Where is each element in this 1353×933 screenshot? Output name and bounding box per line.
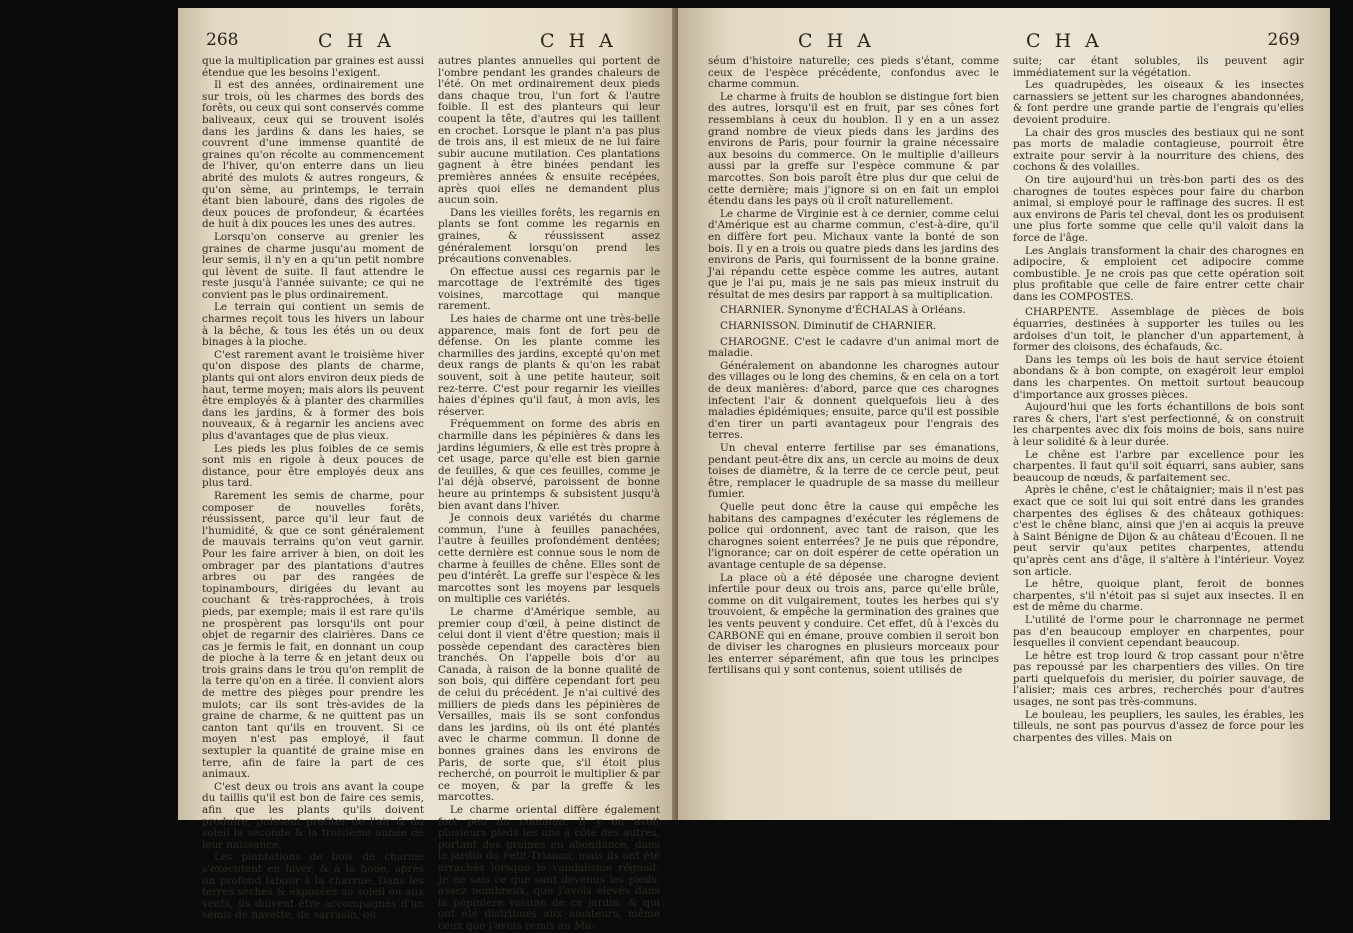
paragraph: séum d'histoire naturelle; ces pieds s'étant, comme ceux de l'espèce précédente, confondus avec le charme commun. <box>708 55 999 91</box>
right-head-word-2: C H A <box>1026 30 1103 52</box>
paragraph: Après le chêne, c'est le châtaignier; mais il n'est pas exact que ce soit lui qui soit entré dans les grandes charpentes des églises & des châteaux gothiques: c'est le chêne blanc, ainsi que j'en ai acquis la preuve à Saint Bénigne de Dijon & au château d'Écouen. Il ne peut servir qu'aux petites charpentes, attendu qu'après cent ans d'âge, il s'altère à l'intérieur. Voyez son article. <box>1013 484 1304 578</box>
paragraph: CHARNIER. Synonyme d'ÉCHALAS à Orléans. <box>720 304 966 317</box>
paragraph: Le chêne est l'arbre par excellence pour les charpentes. Il faut qu'il soit équarri, sans aubier, sans beaucoup de nœuds, & parfaitement sec. <box>1013 448 1304 484</box>
right-column-1 <box>708 56 999 796</box>
paragraph: C'est deux ou trois ans avant la coupe du taillis qu'il est bon de faire ces semis, afin que les plants qu'ils doivent produire, puissent profiter de l'air & du soleil la seconde & la troisième année de leur naissance. <box>202 780 424 851</box>
paragraph: L'utilité de l'orme pour le charronnage ne permet pas d'en beaucoup employer en charpentes, pour lesquelles il convient cependant beaucoup. <box>1013 613 1304 650</box>
left-page-number: 268 <box>206 30 239 50</box>
paragraph: suite; car étant solubles, ils peuvent agir immédiatement sur la végétation. <box>1013 55 1304 79</box>
paragraph: Dans les temps où les bois de haut service étoient abondans & à bon compte, on exagéroit leur emploi dans les charpentes. On mettoit surtout beaucoup d'importance aux grosses pièces. <box>1013 353 1304 401</box>
paragraph: Lorsqu'on conserve au grenier les graines de charme jusqu'au moment de leur semis, il n'y en a qu'un petit nombre qui lèvent de suite. Il faut attendre le reste jusqu'à l'année suivante; ce qui ne convient pas le plus ordinairement. <box>202 230 424 301</box>
paragraph: CHAROGNE. C'est le cadavre d'un animal mort de maladie. <box>708 335 999 360</box>
paragraph: La place où a été déposée une charogne devient infertile pour deux ou trois ans, parce qu'elle brûle, comme on dit vulgairement, toutes les herbes qui s'y trouvoient, & empêche la germination des graines que les vents peuvent y conduire. Cet effet, dû à l'excès du CARBONE qui en émane, prouve combien il seroit bon de diviser les charognes en plusieurs morceaux pour les enterrer séparément, afin que tous les principes fertilisans qui y sont contenus, soient utilisés de <box>708 571 999 677</box>
paragraph: Les quadrupèdes, les oiseaux & les insectes carnassiers se jettent sur les charognes abandonnées, & font perdre une grande partie de l'engrais qu'elles devoient produire. <box>1013 79 1304 126</box>
paragraph: que la multiplication par graines est aussi étendue que les besoins l'exigent. <box>202 55 424 79</box>
right-page-number: 269 <box>1267 30 1300 50</box>
left-column-2 <box>438 55 660 932</box>
left-page <box>178 8 676 932</box>
paragraph: Aujourd'hui que les forts échantillons de bois sont rares & chers, l'art s'est perfectionné, & on construit les charpentes avec dix fois moins de bois, sans nuire à leur solidité & à leur durée. <box>1013 401 1304 448</box>
paragraph: Les plantations de bois de charme s'exécutent en hiver, & à la houe, après un profond labour à la charrue. Dans les terres sèches & exposées au soleil ou aux vents, ils doivent être accompagnés d'un semis de navette, de sarrasin, ou <box>202 851 424 922</box>
open-book <box>178 8 1330 932</box>
paragraph: Un cheval enterre fertilise par ses émanations, pendant peut-être dix ans, un cercle au moins de deux toises de diamètre, & la terre de ce cercle peut, peut être, remplacer le quadruple de sa masse du meilleur fumier. <box>708 442 999 501</box>
left-running-head <box>178 30 676 54</box>
paragraph: On effectue aussi ces regarnis par le marcottage de l'extrémité des tiges voisines, marcottage qui manque rarement. <box>438 265 660 313</box>
paragraph: Le bouleau, les peupliers, les saules, les érables, les tilleuls, ne sont pas pourvus d'assez de force pour les charpentes des villes. Mais on <box>1013 708 1304 744</box>
paragraph: Le hêtre, quoique plant, feroit de bonnes charpentes, s'il n'étoit pas si sujet aux insectes. Il en est de même du charme. <box>1013 578 1304 614</box>
paragraph: Le charme d'Amérique semble, au premier coup d'œil, à peine distinct de celui dont il vient d'être question; mais il possède cependant des caractères bien tranchés. On l'appelle bois d'or au Canada, à raison de la bonne qualité de son bois, qui diffère cependant fort peu de celui du précédent. Je n'ai cultivé des milliers de pieds dans les pépinières de Versailles, mais ils se sont confondus dans les jardins, où ils ont été plantés avec le charme commun. Il donne de bonnes graines dans les environs de Paris, de sorte que, s'il étoit plus recherché, on pourroit le multiplier & par ce moyen, & par la greffe & les marcottes. <box>438 605 660 804</box>
paragraph: Le charme de Virginie est à ce dernier, comme celui d'Amérique est au charme commun, c'est-à-dire, qu'il en diffère fort peu. Michaux vante la bonté de son bois. Il y en a trois ou quatre pieds dans les jardins des environs de Paris, qui fournissent de la bonne graine. J'ai répandu cette espèce comme les autres, autant que je l'ai pu, mais je ne sais pas mieux instruit du résultat de mes desirs par rapport à sa multiplication. <box>708 207 999 301</box>
paragraph: autres plantes annuelles qui portent de l'ombre pendant les grandes chaleurs de l'été. On met ordinairement deux pieds dans chaque trou, l'un fort & l'autre foible. Il est des planteurs qui leur coupent la tête, d'autres qui les taillent en crochet. Lorsque le plant n'a pas plus de trois ans, il est mieux de ne lui faire subir aucune mutilation. Ces plantations gagnent à être binées pendant les premières années & ensuite recépées, après quoi elles ne demandent plus aucun soin. <box>438 55 660 207</box>
paragraph: CHARPENTE. Assemblage de pièces de bois équarries, destinées à supporter les tuiles ou les ardoises d'un toit, le plancher d'un appartement, à former des cloisons, des échafauds, &c. <box>1013 306 1304 354</box>
paragraph: On tire aujourd'hui un très-bon parti des os des charognes de toutes espèces pour faire du charbon animal, si employé pour le raffinage des sucres. Il est aux environs de Paris tel cheval, dont les os produisent une plus forte somme que celle qu'il valoit dans la force de l'âge. <box>1013 173 1304 244</box>
paragraph: Les pieds les plus foibles de ce semis sont mis en rigole à deux pouces de distance, pour être employés deux ans plus tard. <box>202 442 424 490</box>
paragraph: Quelle peut donc être la cause qui empêche les habitans des campagnes d'exécuter les réglemens de police qui ordonnent, avec tant de raison, que les charognes soient enterrées? Je ne puis que répondre, l'ignorance; car on doit espérer de cette opération un avantage centuple de sa dépense. <box>708 500 999 571</box>
right-page <box>678 8 1330 820</box>
paragraph: Généralement on abandonne les charognes autour des villages ou le long des chemins, & en cela on a tort de deux manières: d'abord, parce que ces charognes infectent l'air & donnent quelquefois lieu à des maladies épidémiques; ensuite, parce qu'il est possible d'en tirer un parti avantageux pour l'engrais des terres. <box>708 359 999 442</box>
right-running-head <box>678 30 1330 54</box>
paragraph: Dans les vieilles forêts, les regarnis en plants se font comme les regarnis en graines, & réussissent assez généralement lorsqu'on prend les précautions convenables. <box>438 206 660 266</box>
paragraph: C'est rarement avant le troisième hiver qu'on dispose des plants de charme, plants qui ont alors environ deux pieds de haut, terme moyen; mais alors ils peuvent être employés & à planter des charmilles dans les jardins, & à former des bois nouveaux, & à regarnir les anciens avec plus d'avantages que de plus vieux. <box>202 348 424 442</box>
left-head-word-2: C H A <box>540 30 617 52</box>
paragraph: CHARNISSON. Diminutif de CHARNIER. <box>720 320 937 333</box>
paragraph: Les haies de charme ont une très-belle apparence, mais font de fort peu de défense. On les plante comme les charmilles des jardins, excepté qu'on met deux rangs de plants & qu'on les rabat souvent, soit à une petite hauteur, soit rez-terre. C'est pour regarnir les vieilles haies d'épines qu'il faut, à mon avis, les réserver. <box>438 313 660 418</box>
paragraph: La chair des gros muscles des bestiaux qui ne sont pas morts de maladie contagieuse, pourroit être extraite pour servir à la nourriture des chiens, des cochons & des volailles. <box>1013 126 1304 174</box>
left-column-1 <box>202 55 424 922</box>
paragraph: Je connois deux variétés du charme commun, l'une à feuilles panachées, l'autre à feuilles profondément dentées; cette dernière est connue sous le nom de charme à feuilles de chêne. Elles sont de peu d'intérêt. La greffe sur l'espèce & les marcottes sont les moyens par lesquels on multiplie ces variétés. <box>438 512 660 606</box>
paragraph: Il est des années, ordinairement une sur trois, où les charmes des bords des forêts, ou ceux qui sont conservés comme baliveaux, ceux qui se trouvent isolés dans les jardins & dans les haies, se couvrent d'une immense quantité de graines qu'on récolte au commencement de l'hiver, qu'on enterre dans un lieu abrité des mulots & autres rongeurs, & qu'on sème, au printemps, le terrain étant bien labouré, dans des rigoles de deux pouces de profondeur, & écartées de huit à dix pouces les unes des autres. <box>202 79 424 231</box>
paragraph: Le charme à fruits de houblon se distingue fort bien des autres, lorsqu'il est en fruit, par ses cônes fort ressemblans à ceux du houblon. Il y en a un assez grand nombre de vieux pieds dans les jardins des environs de Paris, pour fournir la graine nécessaire aux besoins du commerce. On le multiplie d'ailleurs aussi par la greffe sur l'espèce commune & par marcottes. Son bois paroît être plus dur que celui de cette dernière; mais j'ignore si on en fait un emploi étendu dans les pays où il croît naturellement. <box>708 90 999 208</box>
paragraph: Rarement les semis de charme, pour composer de nouvelles forêts, réussissent, parce qu'il leur faut de l'humidité, & que ce sont généralement de mauvais terrains qu'on veut garnir. Pour les faire arriver à bien, on doit les ombrager par des plantations d'autres arbres ou par des rangées de topinambours, dirigées du levant au couchant & très-rapprochées, à trois pieds, par exemple; mais il est rare qu'ils ne prospèrent pas lorsqu'ils ont pour objet de regarnir des clairières. Dans ce cas je fermis le fait, en donnant un coup de pioche à la terre & en jetant deux ou trois grains dans le trou qu'on remplit de la terre qu'on en a tirée. Il convient alors de mettre des pièges pour prendre les mulots; car ils sont très-avides de la graine de charme, & ne quittent pas un canton tant qu'ils en trouvent. Si ce moyen n'est pas employé, il faut sextupler la quantité de graine mise en terre, afin de faire la part de ces animaux. <box>202 489 424 781</box>
paragraph: Fréquemment on forme des abris en charmille dans les pépinières & dans les jardins légumiers, & elle est très propre à cet usage, parce qu'elle est bien garnie de feuilles, & que ces feuilles, comme je l'ai déjà observé, paroissent de bonne heure au printemps & subsistent jusqu'à bien avant dans l'hiver. <box>438 418 660 512</box>
paragraph: Le hêtre est trop lourd & trop cassant pour n'être pas repoussé par les charpentiers des villes. On tire parti quelquefois du merisier, du poirier sauvage, de l'alisier; mais ces arbres, recherchés pour d'autres usages, ne sont pas très-communs. <box>1013 649 1304 709</box>
right-head-word-1: C H A <box>798 30 875 52</box>
paragraph: Les Anglais transforment la chair des charognes en adipocire, & emploient cet adipocire comme combustible. Je ne crois pas que cette opération soit plus profitable que celle de faire entrer cette chair dans les COMPOSTES. <box>1013 244 1304 303</box>
paragraph: Le terrain qui contient un semis de charmes reçoit tous les hivers un labour à la bêche, & tous les étés un ou deux binages à la pioche. <box>202 301 424 349</box>
right-column-2 <box>1013 56 1304 796</box>
paragraph: Le charme oriental diffère également fort peu du commun. Il y en avoit plusieurs pieds les uns à côté des autres, portant des graines en abondance, dans le jardin du Petit-Trianon, mais ils ont été arrachés lorsque le vandalisme régnoit. Je ne sais ce que sont devenus les pieds, assez nombreux, que j'avois élevés dans la pépinière voisine de ce jardin, & qui ont été distribués aux amateurs, même ceux que j'avois remis au Mu- <box>438 804 660 932</box>
left-head-word-1: C H A <box>318 30 395 52</box>
